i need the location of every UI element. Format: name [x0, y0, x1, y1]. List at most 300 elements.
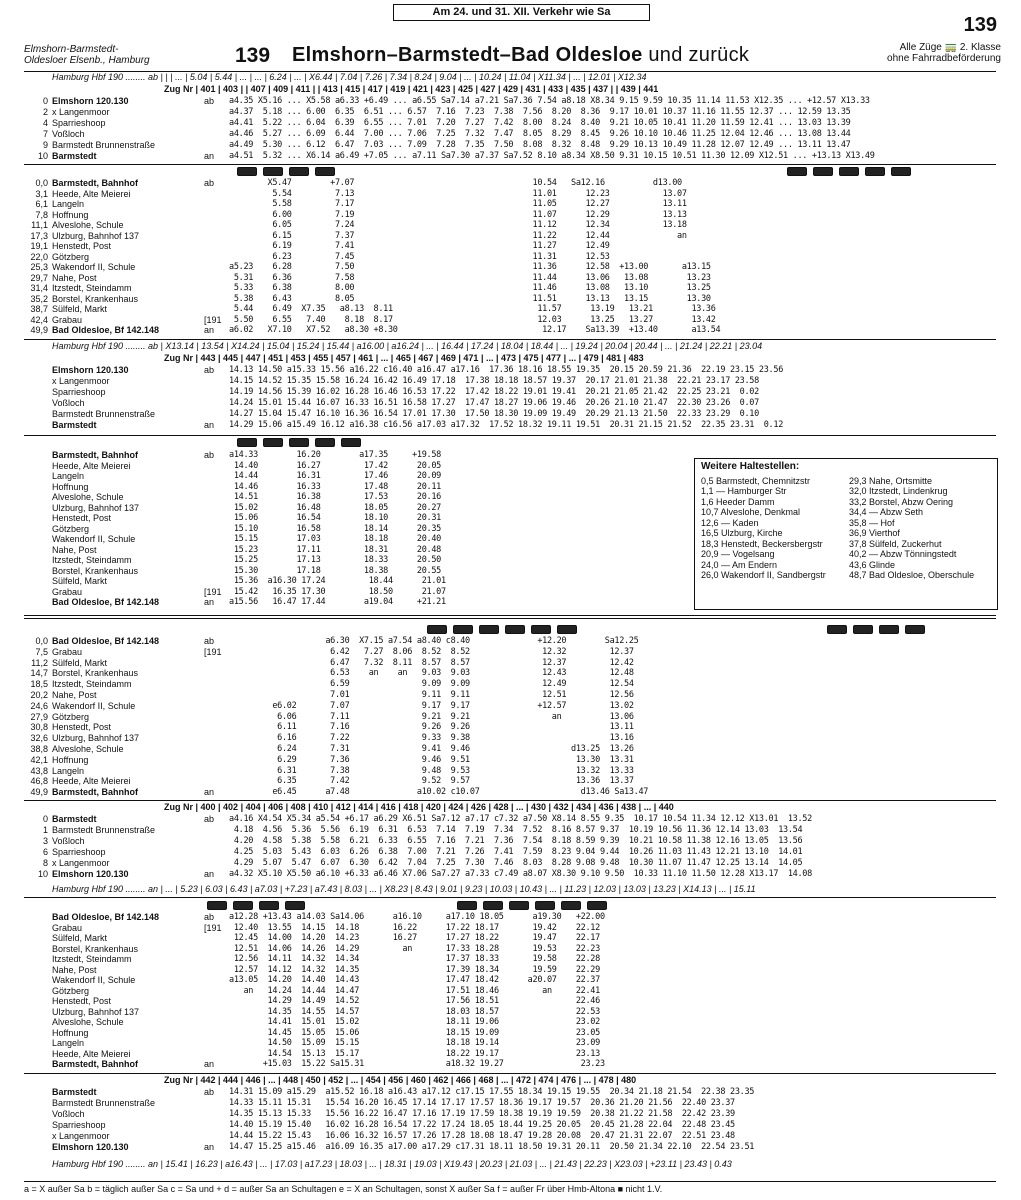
ab-an-marker: an: [204, 420, 215, 430]
section-rule: [24, 1181, 996, 1182]
station-name: Elmshorn 120.130: [52, 1142, 129, 1152]
departure-times: 15.23 17.11 18.31 20.48: [229, 544, 441, 555]
timetable-row: [24, 365, 996, 375]
departure-times: 14.29 15.06 a15.49 16.12 a16.38 c16.56 a17.03 a17.32 17.52 18.32 19.11 19.51 20.31 21.15 21.52 22.35 23.31 0.12: [229, 420, 784, 430]
km-value: 10: [37, 151, 48, 161]
additional-stop: 33,2 Borstel, Abzw Oering: [849, 496, 954, 507]
departure-times: a6.02 X7.10 X7.52 a8.30 +8.30 12.17 Sa13.39 +13.40 a13.54: [229, 325, 721, 335]
km-value: 14,7: [30, 668, 48, 679]
timetable-row: [24, 1131, 996, 1141]
timetable-row: [24, 733, 996, 743]
departure-times: 6.42 7.27 8.06 8.52 8.52 12.32 12.37: [229, 646, 634, 657]
departure-times: a12.28 +13.43 a14.03 Sa14.06 a16.10 a17.10 18.05 a19.30 +22.00: [229, 912, 605, 922]
departure-times: a14.33 16.20 a17.35 +19.58: [229, 450, 441, 460]
timetable-row: [24, 658, 996, 668]
additional-stop: 12,6 — Kaden: [701, 517, 759, 528]
bus-icon-row: [24, 624, 996, 634]
additional-stop: 29,3 Nahe, Ortsmitte: [849, 475, 933, 486]
ab-an-marker: an: [204, 869, 215, 879]
timetable-row: [24, 304, 996, 314]
departure-times: 14.44 16.31 17.46 20.09: [229, 471, 441, 481]
departure-times: 6.31 7.38 9.48 9.53 13.32 13.33: [229, 765, 634, 776]
timetable-row: [24, 1142, 996, 1152]
additional-stops-left: [701, 476, 843, 581]
bus-icon: [454, 900, 610, 911]
bus-icon-row: [24, 900, 996, 910]
station-name: Götzberg: [52, 251, 90, 262]
station-name: Henstedt, Post: [52, 513, 112, 523]
timetable-row: [24, 923, 996, 933]
station-name: Götzberg: [52, 523, 90, 534]
km-value: 6: [42, 847, 48, 857]
departure-times: a4.41 5.22 ... 6.04 6.39 6.55 ... 7.01 7.20 7.27 7.42 8.00 8.24 8.40 9.21 10.05 10.41 11.20 11.59 12.41 ... 13.03 13.39: [229, 118, 851, 128]
station-name: Henstedt, Post: [52, 996, 112, 1006]
timetable-row: [24, 996, 996, 1006]
class-info-line-1: Alle Züge 🚃 2. Klasse: [899, 42, 1001, 53]
hamburg-arrival-row: [24, 1159, 996, 1169]
km-value: 0: [42, 96, 48, 106]
timetable-row: [24, 252, 996, 262]
station-name: Borstel, Krankenhaus: [52, 943, 139, 954]
timetable-row: [24, 262, 996, 272]
timetable-row: [24, 241, 996, 251]
departure-times: a4.35 X5.16 ... X5.58 a6.33 +6.49 ... a6.55 Sa7.14 a7.21 Sa7.36 7.54 a8.18 X8.34 9.15 9.59 10.35 11.14 11.53 X12.35 ... +12.57 X13.33: [229, 96, 870, 106]
departure-times: 15.15 17.03 18.18 20.40: [229, 534, 441, 544]
additional-stop: 48,7 Bad Oldesloe, Oberschule: [849, 570, 975, 580]
departure-times: 14.15 14.52 15.35 15.58 16.24 16.42 16.49 17.18 17.38 18.18 18.57 19.37 20.17 21.01 21.38 22.21 23.17 23.58: [229, 376, 759, 386]
departure-times: a4.49 5.30 ... 6.12 6.47 7.03 ... 7.09 7.28 7.35 7.50 8.08 8.32 8.48 9.29 10.13 10.49 11.28 12.07 12.49 ... 13.11 13.47: [229, 140, 851, 150]
station-name: Nahe, Post: [52, 964, 97, 975]
ab-an-marker: [191: [204, 586, 222, 597]
departure-times: 15.06 16.54 18.10 20.31: [229, 513, 441, 523]
zug-row-text: Zug Nr | 442 | 444 | 446 | ... | 448 | 450 | 452 | ... | 454 | 456 | 460 | 462 | 466 | 468 | ... | 472 | 474 | 476 | ... | 478 | 480: [164, 1075, 637, 1085]
departure-times: 12.45 14.00 14.20 14.23 16.27 17.27 18.22 19.47 22.17: [229, 933, 600, 943]
additional-stop: 26,0 Wakendorf II, Sandbergstr: [701, 570, 826, 580]
departure-times: 6.47 7.32 8.11 8.57 8.57 12.37 12.42: [229, 657, 634, 668]
route-title-main: Elmshorn–Barmstedt–Bad Oldesloe: [292, 44, 643, 66]
departure-times: 14.51 16.38 17.53 20.16: [229, 492, 441, 502]
station-name: Barmstedt, Bahnhof: [52, 787, 139, 798]
km-value: 20,2: [30, 690, 48, 700]
departure-times: 6.16 7.22 9.33 9.38 13.16: [229, 733, 634, 744]
km-value: 46,8: [30, 776, 48, 787]
timetable-row: [24, 107, 996, 117]
station-name: Ulzburg, Bahnhof 137: [52, 230, 140, 241]
ab-an-marker: ab: [204, 636, 215, 646]
station-name: Alveslohe, Schule: [52, 1017, 124, 1027]
timetable-row: [24, 755, 996, 765]
station-name: Götzberg: [52, 711, 90, 722]
station-name: Voßloch: [52, 398, 85, 408]
station-name: Alveslohe, Schule: [52, 492, 124, 502]
km-value: 42,4: [30, 314, 48, 325]
station-name: Ulzburg, Bahnhof 137: [52, 733, 140, 744]
ab-an-marker: ab: [204, 1087, 215, 1097]
departure-times: 4.29 5.07 5.47 6.07 6.30 6.42 7.04 7.25 7.30 7.46 8.03 8.28 9.08 9.48 10.30 11.07 11.47 12.25 13.14 14.05: [229, 858, 803, 868]
timetable-row: [24, 776, 996, 786]
timetable-row: [24, 668, 996, 678]
bus-icon: [204, 900, 308, 911]
timetable-row: [24, 1038, 996, 1048]
km-value: 0,0: [35, 636, 48, 646]
station-name: Hoffnung: [52, 481, 89, 492]
departure-times: 12.51 14.06 14.26 14.29 an 17.33 18.28 19.53 22.23: [229, 943, 600, 954]
departure-times: 15.02 16.48 18.05 20.27: [229, 502, 441, 513]
km-value: 3,1: [35, 188, 48, 199]
additional-stop: 1,6 Heeder Damm: [701, 496, 775, 507]
ab-an-marker: an: [204, 597, 215, 607]
departure-times: +15.03 15.22 Sa15.31 a18.32 19.27 23.23: [229, 1059, 605, 1069]
departure-times: 4.20 4.58 5.38 5.58 6.21 6.33 6.55 7.16 7.21 7.36 7.54 8.18 8.59 9.39 10.21 10.58 11.38 12.16 13.05 13.56: [229, 836, 803, 846]
station-name: Sülfeld, Markt: [52, 576, 108, 586]
km-value: 11,1: [31, 220, 48, 230]
timetable-row: [24, 1059, 996, 1069]
hbf-row-text: Hamburg Hbf 190 ........ an | 15.41 | 16.23 | a16.43 | ... | 17.03 | a17.23 | 18.03 | ... | 18.31 | 19.03 | X19.43 | 20.23 | 21.03 | ... | 21.43 | 22.23 | X23.03 | +23.11 | 23.43 | 0.43: [52, 1159, 732, 1169]
class-info-line-2: ohne Fahrradbeförderung: [887, 53, 1001, 64]
station-name: Grabau: [52, 646, 83, 657]
additional-stop: 10,7 Alveslohe, Denkmal: [701, 507, 801, 517]
station-name: Itzstedt, Steindamm: [52, 954, 132, 964]
ab-an-marker: ab: [204, 814, 215, 824]
departure-times: X5.47 +7.07 10.54 Sa12.16 d13.00: [229, 178, 682, 188]
hamburg-departure-row: [24, 341, 996, 351]
additional-stops-heading: Weitere Haltestellen:: [701, 461, 800, 472]
station-name: Sülfeld, Markt: [52, 304, 108, 314]
departure-times: 15.10 16.58 18.14 20.35: [229, 523, 441, 534]
bus-icon: [824, 624, 928, 635]
section-rule: [24, 339, 996, 340]
departure-times: 6.23 7.45 11.31 12.53: [229, 251, 610, 262]
additional-stop: 36,9 Vierthof: [849, 528, 900, 538]
station-name: Wakendorf II, Schule: [52, 534, 136, 544]
timetable-row: [24, 825, 996, 835]
departure-times: 14.47 15.25 a15.46 a16.09 16.35 a17.00 a17.29 c17.31 18.11 18.50 19.31 20.11 20.50 21.34 22.10 22.54 23.51: [229, 1142, 755, 1152]
station-name: Barmstedt Brunnenstraße: [52, 825, 156, 835]
additional-stop: 0,5 Barmstedt, Chemnitzstr: [701, 475, 811, 486]
hbf-row-text: Hamburg Hbf 190 ........ an | ... | 5.23 | 6.03 | 6.43 | a7.03 | +7.23 | a7.43 | 8.03 | ... | X8.23 | 8.43 | 9.01 | 9.23 | 10.03 | 10.43 | ... | 11.23 | 12.03 | 13.03 | 13.23 | X14.13 | ... | 15.11: [52, 884, 756, 894]
timetable-row: [24, 409, 996, 419]
additional-stop: 35,8 — Hof: [849, 517, 895, 528]
km-value: 19,1: [30, 241, 48, 251]
km-value: 43,8: [30, 765, 48, 776]
timetable-row: [24, 96, 996, 106]
departure-times: 5.50 6.55 7.40 8.18 8.17 12.03 13.25 13.27 13.42: [229, 314, 716, 325]
departure-times: 12.56 14.11 14.32 14.34 17.37 18.33 19.58 22.28: [229, 954, 600, 964]
timetable-section-1: [24, 72, 996, 164]
departure-times: 15.25 17.13 18.33 20.50: [229, 555, 441, 565]
timetable-row: [24, 151, 996, 161]
km-value: 49,9: [30, 787, 48, 798]
km-value: 3: [42, 836, 48, 846]
timetable-row: [24, 283, 996, 293]
timetable-row: [24, 836, 996, 846]
km-value: 2: [42, 107, 48, 117]
station-name: Langeln: [52, 471, 85, 481]
station-name: Voßloch: [52, 836, 85, 846]
timetable-row: [24, 701, 996, 711]
km-value: 42,1: [30, 754, 48, 765]
station-name: Bad Oldesloe, Bf 142.148: [52, 912, 160, 922]
departure-times: a4.46 5.27 ... 6.09 6.44 7.00 ... 7.06 7.25 7.32 7.47 8.05 8.29 8.45 9.26 10.10 10.46 11.25 12.04 12.46 ... 13.08 13.44: [229, 129, 851, 139]
km-value: 0,0: [35, 178, 48, 188]
station-name: Sülfeld, Markt: [52, 933, 108, 943]
timetable-row: [24, 847, 996, 857]
station-name: Götzberg: [52, 985, 90, 996]
departure-times: 12.40 13.55 14.15 14.18 16.22 17.22 18.17 19.42 22.12: [229, 922, 600, 933]
station-name: x Langenmoor: [52, 376, 110, 386]
station-name: Voßloch: [52, 129, 85, 139]
train-number-row: [24, 84, 996, 94]
departure-times: a4.16 X4.54 X5.34 a5.54 +6.17 a6.29 X6.51 Sa7.12 a7.17 c7.32 a7.50 X8.14 8.55 9.35 10.17 10.54 11.34 12.12 X13.01 13.52: [229, 814, 812, 824]
departure-times: 5.44 6.49 X7.35 a8.13 8.11 11.57 13.19 13.21 13.36: [229, 304, 716, 314]
station-name: Barmstedt, Bahnhof: [52, 178, 139, 188]
section-rule: [24, 435, 996, 436]
station-name: Hoffnung: [52, 754, 89, 765]
timetable-row: [24, 387, 996, 397]
departure-times: 15.30 17.18 18.38 20.55: [229, 565, 441, 576]
timetable-row: [24, 912, 996, 922]
additional-stop: 32,0 Itzstedt, Lindenkrug: [849, 486, 948, 496]
station-name: Nahe, Post: [52, 690, 97, 700]
timetable-row: [24, 744, 996, 754]
km-value: 49,9: [30, 325, 48, 335]
departure-times: 6.59 9.09 9.09 12.49 12.54: [229, 679, 634, 690]
section-rule: [24, 897, 996, 898]
table-number: 139: [235, 44, 271, 67]
additional-stops-right: [849, 476, 991, 581]
station-name: Barmstedt: [52, 814, 97, 824]
timetable-row: [24, 178, 996, 188]
timetable-row: [24, 1120, 996, 1130]
departure-times: a13.05 14.20 14.40 14.43 17.47 18.42 a20.07 22.37: [229, 975, 600, 985]
departure-times: 14.29 14.49 14.52 17.56 18.51 22.46: [229, 996, 600, 1006]
departure-times: 14.41 15.01 15.02 18.11 19.06 23.02: [229, 1017, 600, 1027]
timetable-row: [24, 965, 996, 975]
additional-stop: 16,5 Ulzburg, Kirche: [701, 528, 783, 538]
station-name: Barmstedt Brunnenstraße: [52, 409, 156, 419]
km-value: 0: [42, 814, 48, 824]
timetable-row: [24, 944, 996, 954]
ab-an-marker: ab: [204, 96, 215, 106]
departure-times: 14.24 15.01 15.44 16.07 16.33 16.51 16.58 17.27 17.47 18.27 19.06 19.46 20.26 21.10 21.47 22.30 23.26 0.07: [229, 398, 759, 408]
departure-times: 5.38 6.43 8.05 11.51 13.13 13.15 13.30: [229, 293, 711, 304]
departure-times: 14.40 15.19 15.40 16.02 16.28 16.54 17.22 17.24 18.05 18.44 19.25 20.05 20.45 21.28 22.04 22.48 23.45: [229, 1120, 735, 1130]
timetable-row: [24, 398, 996, 408]
timetable-row: [24, 636, 996, 646]
departure-times: 15.42 16.35 17.30 18.50 21.07: [229, 586, 446, 597]
timetable-row: [24, 869, 996, 879]
station-name: Sülfeld, Markt: [52, 657, 108, 668]
station-name: Elmshorn 120.130: [52, 869, 129, 879]
station-name: Itzstedt, Steindamm: [52, 555, 132, 565]
timetable-row: [24, 420, 996, 430]
route-title: [292, 44, 749, 67]
station-name: Barmstedt: [52, 420, 97, 430]
bus-icon: [424, 624, 580, 635]
timetable-row: [24, 294, 996, 304]
departure-times: 4.25 5.03 5.43 6.03 6.26 6.38 7.00 7.21 7.26 7.41 7.59 8.23 9.04 9.44 10.26 11.03 11.43 12.21 13.10 14.01: [229, 847, 803, 857]
ab-an-marker: an: [204, 1059, 215, 1069]
km-value: 24,6: [30, 700, 48, 711]
departure-times: a6.30 X7.15 a7.54 a8.40 c8.40 +12.20 Sa12.25: [229, 636, 639, 646]
departure-times: 14.54 15.13 15.17 18.22 19.17 23.13: [229, 1048, 600, 1059]
timetable-row: [24, 766, 996, 776]
station-name: Heede, Alte Meierei: [52, 1048, 131, 1059]
timetable-row: [24, 1007, 996, 1017]
bus-icon-row: [24, 166, 996, 176]
km-value: 18,5: [30, 679, 48, 690]
train-number-row: [24, 1075, 996, 1085]
timetable-row: [24, 273, 996, 283]
departure-times: 14.35 14.55 14.57 18.03 18.57 22.53: [229, 1006, 600, 1017]
bus-icon: [234, 166, 338, 177]
ab-an-marker: [191: [204, 314, 222, 325]
km-value: 1: [42, 825, 48, 835]
departure-times: 5.54 7.13 11.01 12.23 13.07: [229, 188, 687, 199]
km-value: 10: [37, 869, 48, 879]
station-name: Langeln: [52, 765, 85, 776]
km-value: 30,8: [30, 722, 48, 733]
timetable-section-3: [24, 341, 996, 437]
train-number-row: [24, 802, 996, 812]
section-rule: [24, 164, 996, 165]
departure-times: 14.13 14.50 a15.33 15.56 a16.22 c16.40 a16.47 a17.16 17.36 18.16 18.55 19.35 20.15 20.59 21.36 22.19 23.15 23.56: [229, 365, 784, 375]
km-value: 7,8: [35, 209, 48, 220]
departure-times: 14.33 15.11 15.31 15.54 16.20 16.45 17.14 17.17 17.57 18.36 19.17 19.57 20.36 21.20 21.56 22.40 23.37: [229, 1098, 735, 1108]
km-value: 4: [42, 118, 48, 128]
timetable-row: [24, 376, 996, 386]
km-value: 11,2: [31, 657, 48, 668]
timetable-row: [24, 1109, 996, 1119]
page-number: 139: [963, 14, 997, 36]
timetable-row: [24, 231, 996, 241]
station-name: Grabau: [52, 922, 83, 933]
additional-stop: 24,0 — Am Endern: [701, 559, 778, 570]
station-name: Borstel, Krankenhaus: [52, 565, 139, 576]
timetable-row: [24, 858, 996, 868]
km-value: 31,4: [30, 283, 48, 293]
timetable-row: [24, 220, 996, 230]
station-name: Borstel, Krankenhaus: [52, 668, 139, 679]
station-name: Sparrieshoop: [52, 1120, 106, 1130]
departure-times: a4.37 5.18 ... 6.00 6.35 6.51 ... 6.57 7.16 7.23 7.38 7.56 8.20 8.36 9.17 10.01 10.37 11.16 11.55 12.37 ... 12.59 13.35: [229, 107, 851, 117]
section-rule: [24, 1073, 996, 1074]
km-value: 7,5: [35, 646, 48, 657]
departure-times: a4.51 5.32 ... X6.14 a6.49 +7.05 ... a7.11 Sa7.30 a7.37 Sa7.52 8.10 a8.34 X8.50 9.31 10.15 10.51 11.30 12.09 X12.51 ... +13.13 X13.49: [229, 151, 875, 161]
timetable-row: [24, 679, 996, 689]
station-name: Barmstedt: [52, 1087, 97, 1097]
timetable-section-2: [24, 178, 996, 338]
class-info: [887, 42, 1001, 64]
zug-row-text: Zug Nr | 401 | 403 | | 407 | 409 | 411 | | 413 | 415 | 417 | 419 | 421 | 423 | 425 | 427 | 429 | 431 | 433 | 435 | 437 | | 439 | 441: [164, 84, 659, 94]
km-value: 38,7: [30, 304, 48, 314]
ab-an-marker: [191: [204, 646, 222, 657]
timetable-row: [24, 129, 996, 139]
station-name: Nahe, Post: [52, 272, 97, 283]
km-value: 25,3: [30, 262, 48, 272]
departure-times: 15.36 a16.30 17.24 18.44 21.01: [229, 576, 446, 586]
additional-stop: 37,8 Sülfeld, Zuckerhut: [849, 538, 942, 549]
ab-an-marker: an: [204, 787, 215, 798]
station-name: Langeln: [52, 1038, 85, 1048]
ab-an-marker: ab: [204, 912, 215, 922]
station-name: Wakendorf II, Schule: [52, 262, 136, 272]
station-name: Hoffnung: [52, 209, 89, 220]
station-name: Hoffnung: [52, 1027, 89, 1038]
departure-times: 14.27 15.04 15.47 16.10 16.36 16.54 17.01 17.30 17.50 18.30 19.09 19.49 20.29 21.13 21.50 22.33 23.29 0.10: [229, 409, 759, 419]
station-name: Henstedt, Post: [52, 241, 112, 251]
operator-line-2: Oldesloer Elsenb., Hamburg: [24, 55, 150, 66]
station-name: x Langenmoor: [52, 858, 110, 868]
timetable-section-5: [24, 636, 996, 801]
bus-icon: [784, 166, 914, 177]
departure-times: 6.00 7.19 11.07 12.29 13.13: [229, 209, 687, 220]
zug-row-text: Zug Nr | 443 | 445 | 447 | 451 | 453 | 455 | 457 | 461 | ... | 465 | 467 | 469 | 471 | ... | 473 | 475 | 477 | ... | 479 | 481 | 483: [164, 353, 644, 363]
departure-times: 5.33 6.38 8.00 11.46 13.08 13.10 13.25: [229, 283, 711, 293]
km-value: 38,8: [30, 744, 48, 754]
hbf-row-text: Hamburg Hbf 190 ........ ab | X13.14 | 13.54 | X14.24 | 15.04 | 15.24 | 15.44 | a16.00 | a16.24 | ... | 16.44 | 17.24 | 18.04 | 18.44 | ... | 19.24 | 20.04 | 20.44 | ... | 21.24 | 22.21 | 23.04: [52, 341, 763, 351]
timetable-row: [24, 118, 996, 128]
departure-times: a4.32 X5.10 X5.50 a6.10 +6.33 a6.46 X7.06 Sa7.27 a7.33 c7.49 a8.07 X8.30 9.10 9.50 10.33 11.10 11.50 12.28 X13.17 14.08: [229, 869, 812, 879]
station-name: Elmshorn 120.130: [52, 96, 129, 106]
ab-an-marker: ab: [204, 450, 215, 460]
departure-times: 6.11 7.16 9.26 9.26 13.11: [229, 722, 634, 733]
km-value: 8: [42, 858, 48, 868]
departure-times: 14.35 15.13 15.33 15.56 16.22 16.47 17.16 17.19 17.59 18.38 19.19 19.59 20.38 21.22 21.58 22.42 23.39: [229, 1109, 735, 1119]
timetable-row: [24, 1028, 996, 1038]
timetable-row: [24, 189, 996, 199]
hamburg-arrival-row: [24, 884, 996, 894]
station-name: Elmshorn 120.130: [52, 365, 129, 375]
timetable-row: [24, 1017, 996, 1027]
station-name: Itzstedt, Steindamm: [52, 283, 132, 293]
additional-stop: 18,3 Henstedt, Beckersbergstr: [701, 538, 823, 549]
timetable-row: [24, 647, 996, 657]
station-name: Borstel, Krankenhaus: [52, 293, 139, 304]
departure-times: 4.18 4.56 5.36 5.56 6.19 6.31 6.53 7.14 7.19 7.34 7.52 8.16 8.57 9.37 10.19 10.56 11.36 12.14 13.03 13.54: [229, 825, 803, 835]
direction-divider: [24, 615, 996, 619]
station-name: Alveslohe, Schule: [52, 220, 124, 230]
timetable-row: [24, 1049, 996, 1059]
departure-times: 5.31 6.36 7.58 11.44 13.06 13.08 13.23: [229, 272, 711, 283]
ab-an-marker: [191: [204, 922, 222, 933]
train-number-row: [24, 353, 996, 363]
departure-times: 6.19 7.41 11.27 12.49: [229, 241, 610, 251]
timetable-row: [24, 814, 996, 824]
station-name: Alveslohe, Schule: [52, 744, 124, 754]
station-name: Sparrieshoop: [52, 387, 106, 397]
additional-stop: 1,1 — Hamburger Str: [701, 486, 787, 496]
station-name: x Langenmoor: [52, 1131, 110, 1141]
timetable-row: [24, 199, 996, 209]
additional-stop: 20,9 — Vogelsang: [701, 549, 775, 559]
departure-times: 14.50 15.09 15.15 18.18 19.14 23.09: [229, 1038, 600, 1048]
timetable-row: [24, 933, 996, 943]
km-value: 27,9: [30, 711, 48, 722]
departure-times: 6.15 7.37 11.22 12.44 an: [229, 230, 687, 241]
km-value: 32,6: [30, 733, 48, 744]
timetable-row: [24, 975, 996, 985]
additional-stops-box: [694, 458, 998, 610]
station-name: Barmstedt Brunnenstraße: [52, 140, 156, 150]
station-name: Langeln: [52, 199, 85, 209]
timetable-row: [24, 140, 996, 150]
additional-stop: 43,6 Glinde: [849, 559, 896, 570]
ab-an-marker: an: [204, 1142, 215, 1152]
departure-times: 5.58 7.17 11.05 12.27 13.11: [229, 199, 687, 209]
station-name: Heede, Alte Meierei: [52, 188, 131, 199]
station-name: Barmstedt, Bahnhof: [52, 1059, 139, 1069]
